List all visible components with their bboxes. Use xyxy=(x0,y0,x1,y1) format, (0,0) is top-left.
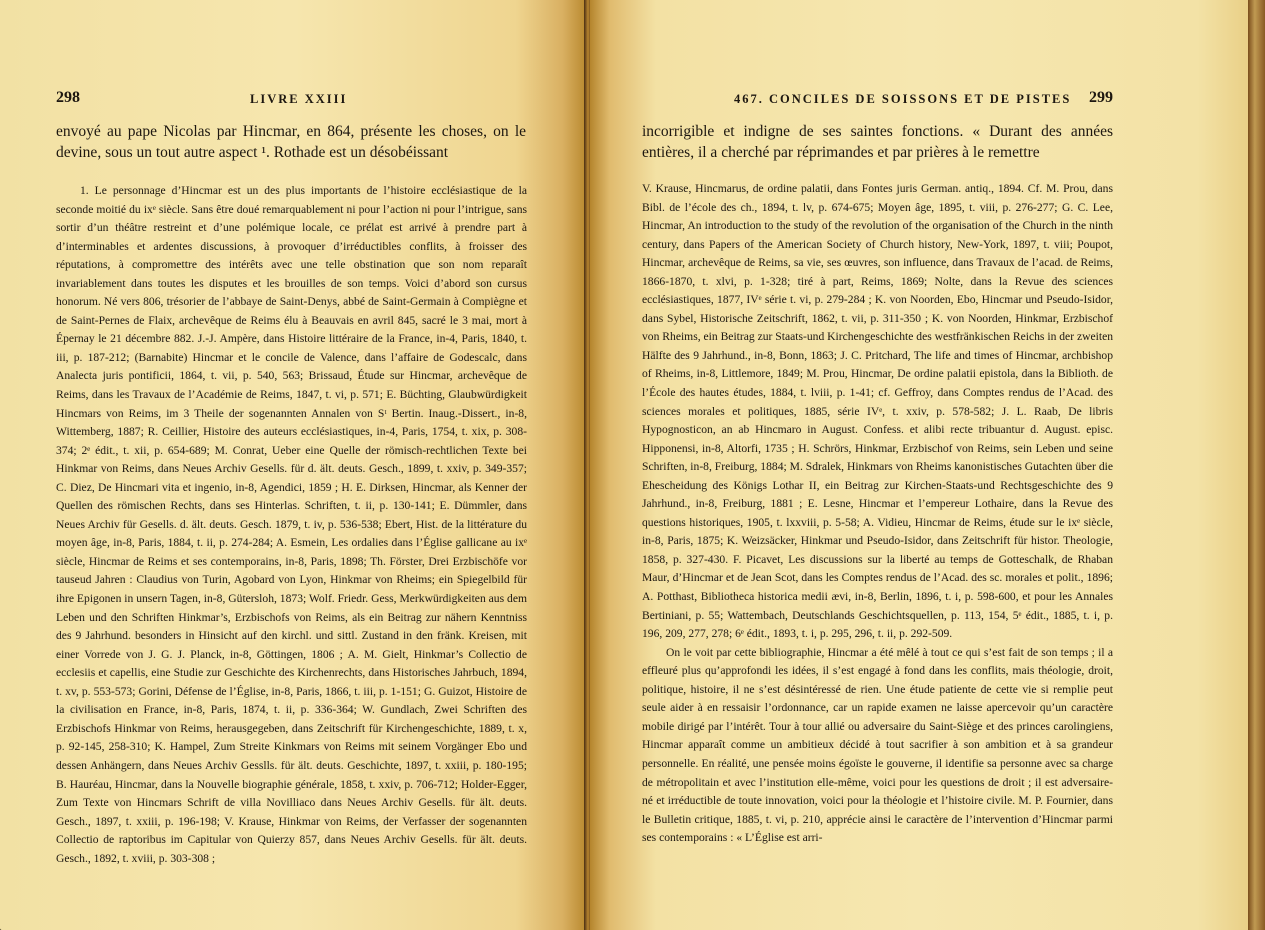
book-edge xyxy=(1248,0,1265,930)
footnote-right xyxy=(642,180,1113,848)
running-head-left: LIVRE XXIII xyxy=(250,92,348,106)
footnote-left xyxy=(56,182,527,868)
page-number-left: 298 xyxy=(56,89,80,106)
left-page xyxy=(0,0,586,930)
right-page xyxy=(590,0,1250,930)
page-number-right: 299 xyxy=(1089,89,1113,106)
body-text-right: incorrigible et indigne de ses saintes fonctions. « Durant des années entières, il a cherché par réprimandes et par prières à le remettre xyxy=(642,123,1113,161)
footnote-paragraph: On le voit par cette bibliographie, Hincmar a été mêlé à tout ce qui s’est fait de son temps ; il a effleuré plus qu’approfondi les idées, il s’est engagé à fond dans les conflits, mais théologie, droit, politique, histoire, il ne s’est désintéressé de rien. Une étude patiente de cette vie si remplie peut seule aider à en ressaisir l’ordonnance, car un rapide examen ne laisse apercevoir qu’un caractère mobile dirigé par l’intérêt. Tour à tour allié ou adversaire du Saint-Siège et des princes carolingiens, Hincmar apparaît comme un ambitieux décidé à tout sacrifier à son ambition et à sa grandeur personnelle. En réalité, une pensée moins égoïste le gouverne, il identifie sa personne avec sa charge de métropolitain et avec l’institution elle-même, voici pour les questions de droit ; il est adversaire-né et irréductible de toute innovation, voici pour la théologie et l’histoire civile. M. P. Fournier, dans le Bulletin critique, 1885, t. vi, p. 210, apprécie ainsi le caractère de l’intervention d’Hincmar parmi ses contemporains : « L’Église est arri- xyxy=(642,645,1113,845)
footnote-1: 1. Le personnage d’Hincmar est un des plus importants de l’histoire ecclésiastique de la seconde moitié du ixᵉ siècle. Sans être doué remarquablement ni pour l’action ni pour l’intrigue, sans sortir d’un théâtre restreint et d’une polémique locale, ce prélat est arrivé à prendre part à d’interminables et ardentes discussions, à provoquer d’irréductibles conflits, à froisser des réputations, à compromettre des intérêts avec une telle obstination que son nom reparaît invariablement dans toutes les disputes et les brouilles de son temps. Voici d’abord son cursus honorum. Né vers 806, trésorier de l’abbaye de Saint-Denys, abbé de Saint-Germain à Compiègne et de Saint-Pernes de Flaix, archevêque de Reims élu à Beauvais en avril 845, sacré le 3 mai, mort à Épernay le 21 décembre 882. J.-J. Ampère, dans Histoire littéraire de la France, in-4, Paris, 1840, t. iii, p. 187-212; (Barnabite) Hincmar et le concile de Valence, dans l’affaire de Godescalc, dans Analecta juris pontificii, 1864, t. vii, p. 540, 563; Brissaud, Étude sur Hincmar, archevêque de Reims, dans les Travaux de l’Académie de Reims, 1847, t. vi, p. 571; E. Büchting, Glaubwürdigkeit Hincmars von Reims, im 3 Theile der sogenannten Annalen von Sᵗ Bertin. Inaug.-Dissert., in-8, Wittemberg, 1887; R. Ceillier, Histoire des auteurs ecclésiastiques, in-4, Paris, 1754, t. xix, p. 308-374; 2ᵉ édit., t. xii, p. 654-689; M. Conrat, Ueber eine Quelle der römisch-rechtlichen Texte bei Hinkmar von Reims, dans Neues Archiv Gesells. für d. ält. deuts. Gesch., 1899, t. xxiv, p. 349-357; C. Diez, De Hincmari vita et ingenio, in-8, Agendici, 1859 ; H. E. Dirksen, Hincmar, als Kenner der Quellen des römischen Rechts, dans ses Hinterlas. Schriften, t. ii, p. 130-141; E. Dümmler, dans Neues Archiv für Gesells. d. ält. deuts. Gesch. 1879, t. iv, p. 536-538; Ebert, Hist. de la littérature du moyen âge, in-8, Paris, 1884, t. ii, p. 274-284; A. Esmein, Les ordalies dans l’Église gallicane au ixᵉ siècle, Hincmar de Reims et ses contemporains, in-8, Paris, 1898; Th. Förster, Drei Erzbischöfe vor tauseud Jahren : Claudius von Turin, Agobard von Lyon, Hinkmar von Rheims; ein Spiegelbild für ihre Epigonen in unsern Tagen, in-8, Gütersloh, 1873; Wolf. Friedr. Gess, Merkwürdigkeiten aus dem Leben und den Schriften Hinkmar’s, Erzbischofs von Reims, als ein Beitrag zur nähern Kenntniss des 9 Jahrhund. besonders in Hinsicht auf den kirchl. und sittl. Zustand in den fränk. Kreisen, mit einer Vorrede von J. G. J. Planck, in-8, Göttingen, 1806 ; A. M. Gielt, Hinkmar’s Collectio de ecclesiis et capellis, eine Studie zur Geschichte des Kirchenrechts, dans Historisches Jahrbuch, 1894, t. xv, p. 553-573; Gorini, Défense de l’Église, in-8, Paris, 1866, t. iii, p. 1-151; G. Guizot, Histoire de la civilisation en France, in-8, Paris, 1874, t. ii, p. 336-364; W. Gundlach, Zwei Schriften des Erzbischofs Hinkmar von Reims, herausgegeben, dans Zeitschrift für Kirchengeschichte, 1889, t. x, p. 92-145, 258-310; K. Hampel, Zum Streite Kinkmars von Reims mit seinem Vorgänger Ebo und dessen Anhängern, dans Neues Archiv Gesslls. für ält. deuts. Geschichte, 1897, t. xxiii, p. 180-195; B. Hauréau, Hincmar, dans la Nouvelle biographie générale, 1858, t. xxiv, p. 706-712; Holder-Egger, Zum Texte von Hincmars Schrift de villa Novilliaco dans Neues Archiv Gesells. für ält. deuts. Gesch., 1897, t. xxiii, p. 196-198; V. Krause, Hinkmar von Reims, der Verfasser der sogenannten Collectio de raptoribus im Capitular von Quierzy 857, dans Neues Archiv Gesells. für ält. deuts. Gesch., 1892, t. xviii, p. 303-308 ; xyxy=(56,184,527,865)
body-text-left: envoyé au pape Nicolas par Hincmar, en 864, présente les choses, on le devine, sous un tout autre aspect ¹. Rothade est un désobéissant xyxy=(56,123,526,161)
footnote-continuation: V. Krause, Hincmarus, de ordine palatii, dans Fontes juris German. antiq., 1894. Cf. M. Prou, dans Bibl. de l’école des ch., 1894, t. lv, p. 674-675; Moyen âge, 1895, t. viii, p. 276-277; G. C. Lee, Hincmar, An introduction to the study of the revolution of the organisation of the Church in the ninth century, dans Papers of the American Society of Church history, New-York, 1897, t. viii; Poupot, Hincmar, archevêque de Reims, sa vie, ses œuvres, son influence, dans Travaux de l’acad. de Reims, 1866-1870, t. xlvi, p. 1-328; tiré à part, Reims, 1869; Nolte, dans la Revue des sciences ecclésiastiques, 1877, IVᵉ série t. vi, p. 279-284 ; K. von Noorden, Ebo, Hincmar und Pseudo-Isidor, dans Sybel, Historische Zeitschrift, 1862, t. vii, p. 311-350 ; K. von Noorden, Hinkmar, Erzbischof von Rheims, ein Beitrag zur Staats-und Kirchengeschichte des westfränkischen Reichs in der zweiten Hälfte des 9 Jahrhund., in-8, Bonn, 1863; J. C. Pritchard, The life and times of Hincmar, archbishop of Rheims, in-8, Littlemore, 1849; M. Prou, Hincmar, De ordine palatii epistola, dans la Biblioth. de l’École des hautes études, 1884, t. lviii, p. 1-41; cf. Geffroy, dans Comptes rendus de l’Acad. des sciences morales et politiques, 1885, série IVᵉ, t. xxiv, p. 578-582; J. L. Raab, De libris Hypognosticon, an ab Hincmaro in August. Confess. et alibi recte tribuantur d. August. episc. Hipponensi, in-8, Altorfi, 1735 ; H. Schrörs, Hinkmar, Erzbischof von Reims, sein Leben und seine Schriften, in-8, Freiburg, 1884; M. Sdralek, Hinkmars von Rheims kanonistisches Gutachten über die Ehescheidung des Königs Lothar II, ein Beitrag zur Kirchen-Staats-und Rechtsgeschichte des 9 Jahrhund., in-8, Freiburg, 1881 ; E. Lesne, Hincmar et l’empereur Lothaire, dans la Revue des questions historiques, 1905, t. lxxviii, p. 5-58; A. Vidieu, Hincmar de Reims, étude sur le ixᵉ siècle, in-8, Paris, 1875; K. Weizsäcker, Hinkmar und Pseudo-Isidor, dans Zeitschrift für histor. Theologie, 1858, p. 327-430. F. Picavet, Les discussions sur la liberté au temps de Gotteschalk, de Rhaban Maur, d’Hincmar et de Jean Scot, dans les Comptes rendus de l’Acad. des sc. morales et polit., 1896; A. Potthast, Bibliotheca historica medii ævi, in-8, Berlin, 1896, t. i, p. 598-600, et pour les Annales Bertiniani, p. 55; Wattembach, Deutschlands Geschichtsquellen, p. 113, 154, 5ᵉ édit., 1885, t. i, p. 196, 209, 277, 278; 6ᵉ édit., 1893, t. i, p. 295, 296, t. ii, p. 292-509. xyxy=(642,182,1114,641)
running-head-right: 467. CONCILES DE SOISSONS ET DE PISTES xyxy=(734,92,1072,106)
